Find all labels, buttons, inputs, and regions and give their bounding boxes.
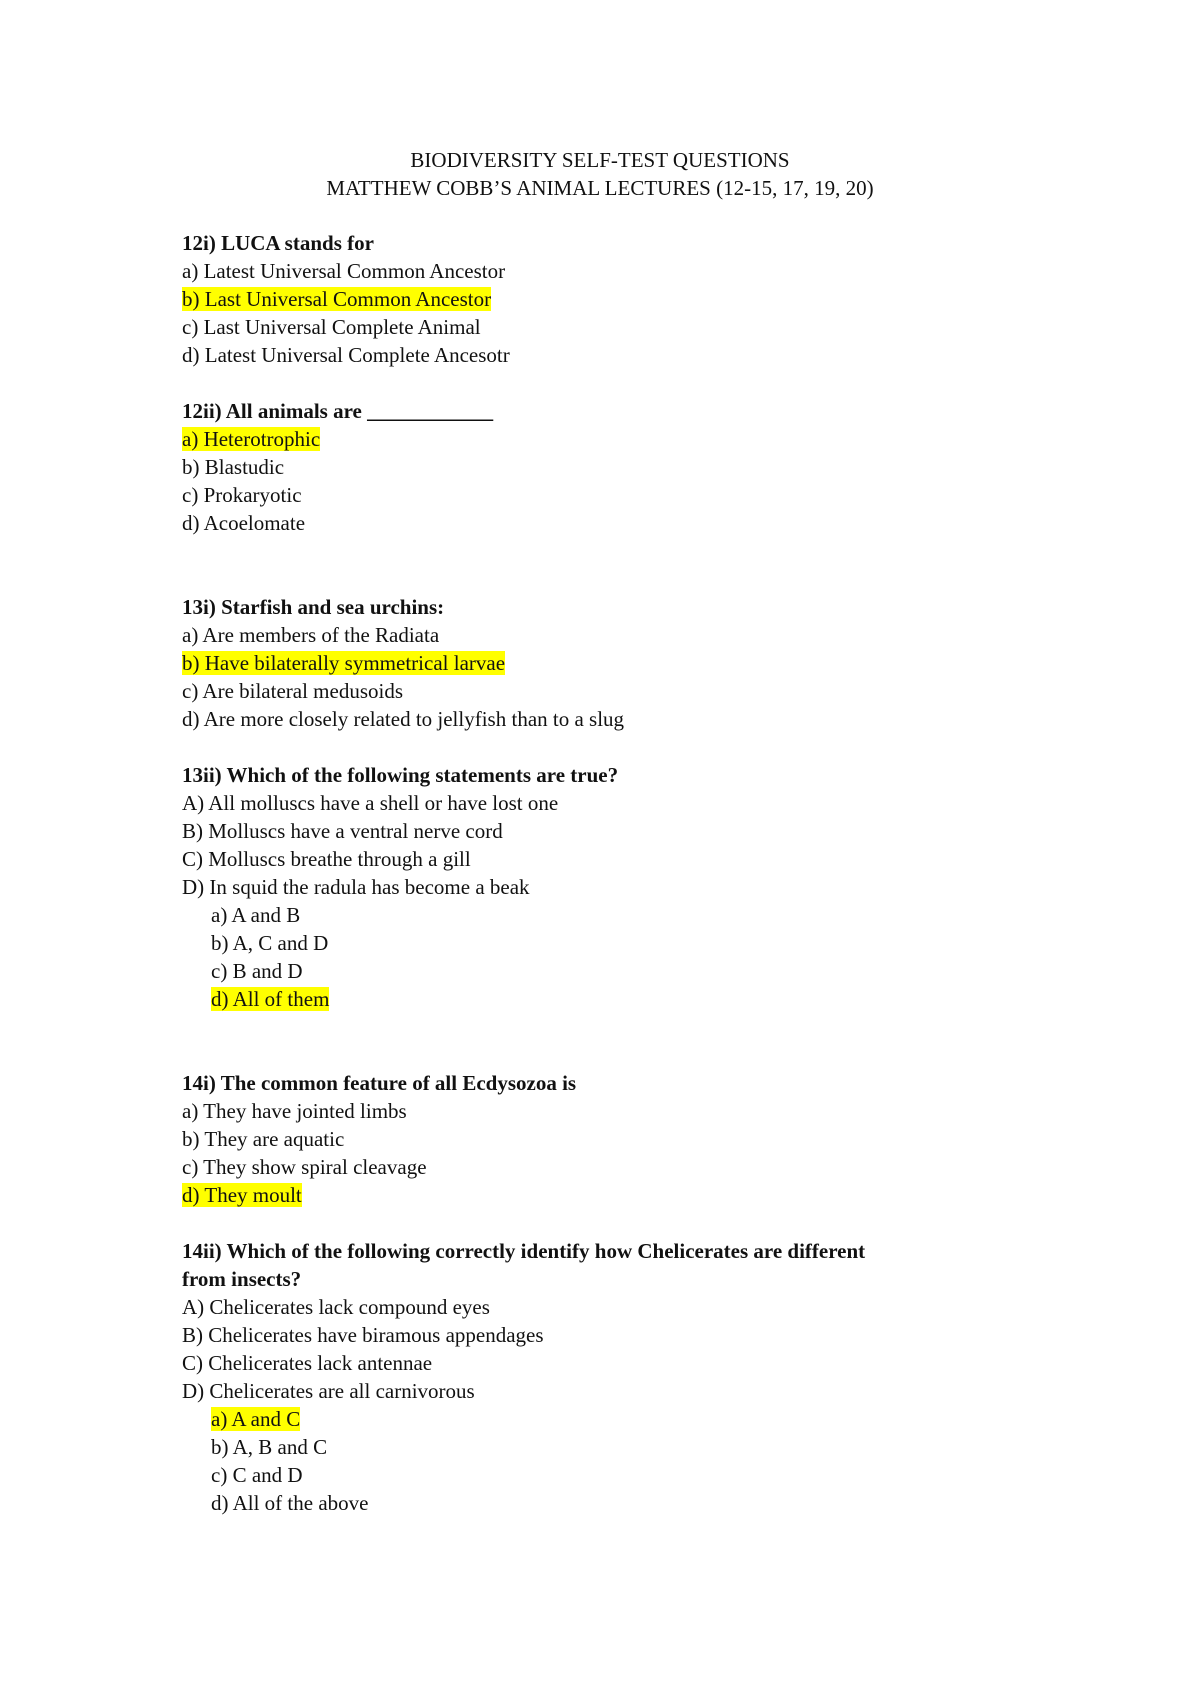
answer-option: c) They show spiral cleavage [182,1155,427,1179]
statement: D) Chelicerates are all carnivorous [182,1379,475,1403]
answer-option: a) They have jointed limbs [182,1099,407,1123]
title-block [0,146,1200,202]
answer-option: d) All of the above [211,1491,369,1515]
question-13i: 13i) Starfish and sea urchins: [182,595,445,619]
answer-option-correct: b) Last Universal Common Ancestor [182,287,492,311]
answer-option: c) Are bilateral medusoids [182,679,404,703]
answer-option: c) Prokaryotic [182,483,302,507]
answer-option-correct: d) All of them [211,987,330,1011]
answer-option: c) C and D [211,1463,303,1487]
statement: C) Molluscs breathe through a gill [182,847,471,871]
answer-option: a) A and B [211,903,301,927]
answer-option: a) Latest Universal Common Ancestor [182,259,506,283]
question-12ii: 12ii) All animals are ____________ [182,399,494,423]
answer-option-correct: a) A and C [211,1407,301,1431]
statement: B) Chelicerates have biramous appendages [182,1323,544,1347]
answer-option: b) A, B and C [211,1435,328,1459]
answer-option: d) Are more closely related to jellyfish than to a slug [182,707,625,731]
statement: C) Chelicerates lack antennae [182,1351,433,1375]
answer-option: d) Latest Universal Complete Ancesotr [182,343,510,367]
question-14i: 14i) The common feature of all Ecdysozoa is [182,1071,577,1095]
question-12i: 12i) LUCA stands for [182,231,374,255]
title-line-2: MATTHEW COBB’S ANIMAL LECTURES (12-15, 17, 19, 20) [326,176,874,200]
answer-option-correct: a) Heterotrophic [182,427,321,451]
statement: D) In squid the radula has become a beak [182,875,530,899]
answer-option: b) They are aquatic [182,1127,345,1151]
questions [182,229,1042,1517]
answer-option: b) Blastudic [182,455,285,479]
question-14ii: 14ii) Which of the following correctly identify how Chelicerates are different [182,1239,866,1263]
title-line-1: BIODIVERSITY SELF-TEST QUESTIONS [410,148,790,172]
question-14ii-continued: from insects? [182,1267,302,1291]
question-13ii: 13ii) Which of the following statements are true? [182,763,619,787]
answer-option: b) A, C and D [211,931,329,955]
statement: A) Chelicerates lack compound eyes [182,1295,490,1319]
answer-option-correct: d) They moult [182,1183,302,1207]
statement: B) Molluscs have a ventral nerve cord [182,819,503,843]
statement: A) All molluscs have a shell or have lost one [182,791,559,815]
answer-option: d) Acoelomate [182,511,306,535]
answer-option: a) Are members of the Radiata [182,623,440,647]
answer-option: c) B and D [211,959,303,983]
answer-option: c) Last Universal Complete Animal [182,315,481,339]
answer-option-correct: b) Have bilaterally symmetrical larvae [182,651,506,675]
